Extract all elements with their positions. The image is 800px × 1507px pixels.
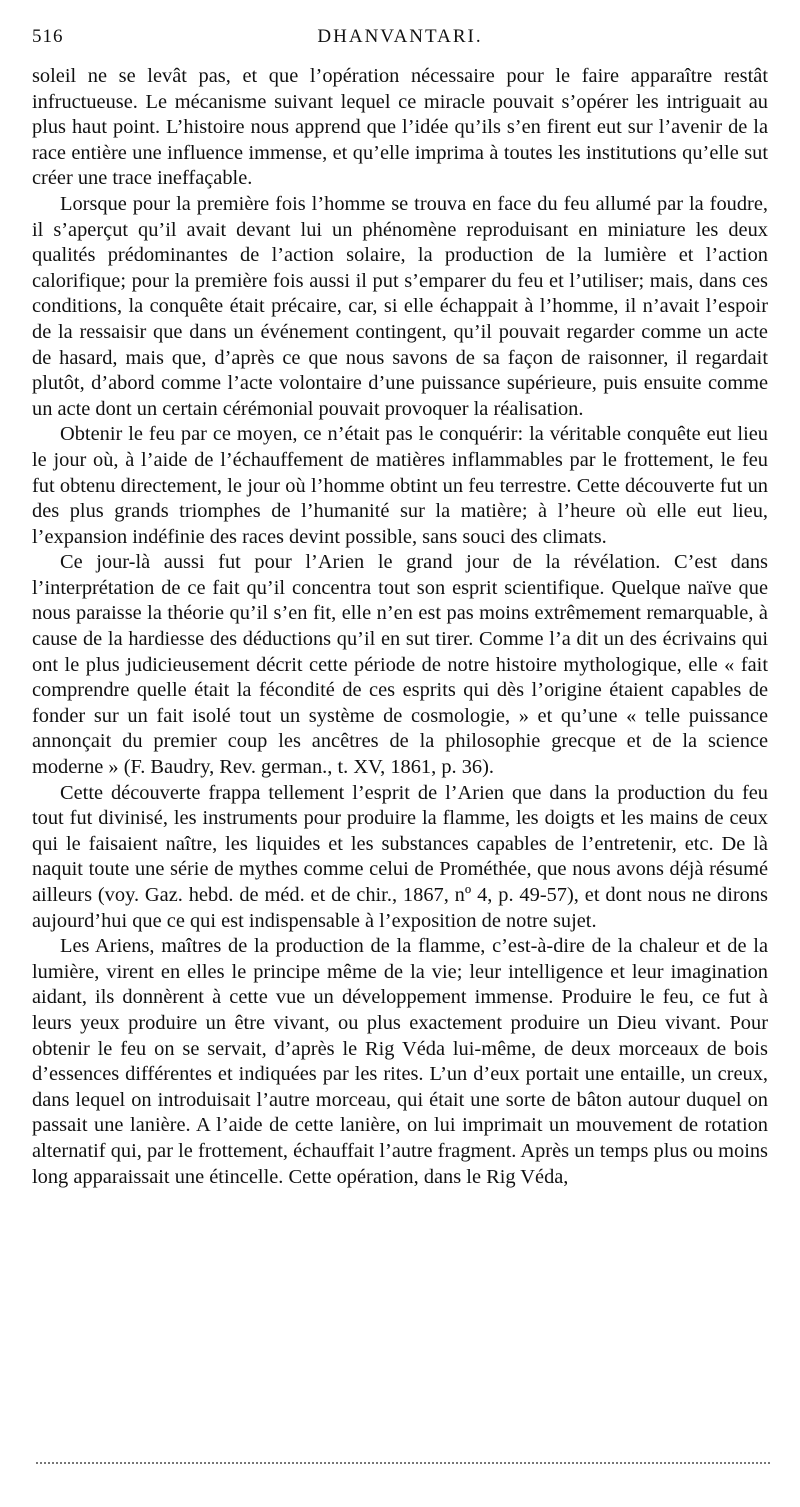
paragraph-6: Les Ariens, maîtres de la production de la flamme, c’est-à-dire de la chaleur et de la lumière, virent en elles le principe même de la vie; leur intelligence et leur imagination aidant, ils donnèrent à cette vue un développement immense. Produire le feu, ce fut à leurs yeux produire un être vivant, ou plus exactement produire un Dieu vivant. Pour obtenir le feu on se servait, d’après le Rig Véda lui-même, de deux morceaux de bois d’essences différentes et indiquées par les rites. L’un d’eux portait une entaille, un creux, dans lequel on introduisait l’autre morceau, qui était une sorte de bâton autour duquel on passait une lanière. A l’aide de cette lanière, on lui imprimait un mouvement de rotation alternatif qui, par le frottement, échauffait l’autre fragment. Après un temps plus ou moins long apparaissait une étincelle. Cette opération, dans le Rig Véda, bbox=[32, 935, 768, 1188]
page-number: 516 bbox=[32, 26, 64, 47]
body-text bbox=[32, 64, 768, 1190]
footer-dotted-rule bbox=[36, 1462, 770, 1464]
paragraph-3: Obtenir le feu par ce moyen, ce n’était pas le conquérir: la véritable conquête eut lieu le jour où, à l’aide de l’échauffement de matières inflammables par le frottement, le feu fut obtenu directement, le jour où l’homme obtint un feu terrestre. Cette découverte fut un des plus grands triomphes de l’humanité sur la matière; à l’heure où elle eut lieu, l’expansion indéfinie des races devint possible, sans souci des climats. bbox=[32, 423, 768, 548]
page-header bbox=[32, 26, 768, 54]
paragraph-5: Cette découverte frappa tellement l’esprit de l’Arien que dans la production du feu tout fut divinisé, les instruments pour produire la flamme, les doigts et les mains de ceux qui le faisaient naître, les liquides et les substances capables de l’entretenir, etc. De là naquit toute une série de mythes comme celui de Prométhée, que nous avons déjà résumé ailleurs (voy. Gaz. hebd. de méd. et de chir., 1867, nº 4, p. 49-57), et dont nous ne dirons aujourd’hui que ce qui est indispensable à l’exposition de notre sujet. bbox=[32, 781, 768, 932]
paragraph-1: soleil ne se levât pas, et que l’opération nécessaire pour le faire apparaître restât infructueuse. Le mécanisme suivant lequel ce miracle pouvait s’opérer les intriguait au plus haut point. L’histoire nous apprend que l’idée qu’ils s’en firent eut sur l’avenir de la race entière une influence immense, et qu’elle imprima à toutes les institutions qu’elle sut créer une trace ineffaçable. bbox=[32, 65, 768, 190]
paragraph-2: Lorsque pour la première fois l’homme se trouva en face du feu allumé par la foudre, il s’aperçut qu’il avait devant lui un phénomène reproduisant en miniature les deux qualités prédominantes de l’action solaire, la production de la lumière et l’action calorifique; pour la première fois aussi il put s’emparer du feu et l’utiliser; mais, dans ces conditions, la conquête était précaire, car, si elle échappait à l’homme, il n’avait l’espoir de la ressaisir que dans un événement contingent, qu’il pouvait regarder comme un acte de hasard, mais que, d’après ce que nous savons de sa façon de raisonner, il regardait plutôt, d’abord comme l’acte volontaire d’une puissance supérieure, puis ensuite comme un acte dont un certain cérémonial pouvait provoquer la réalisation. bbox=[32, 192, 768, 420]
paragraph-4: Ce jour-là aussi fut pour l’Arien le grand jour de la révélation. C’est dans l’interprétation de ce fait qu’il concentra tout son esprit scientifique. Quelque naïve que nous paraisse la théorie qu’il s’en fit, elle n’en est pas moins extrêmement remarquable, à cause de la hardiesse des déductions qu’il en sut tirer. Comme l’a dit un des écrivains qui ont le plus judicieusement décrit cette période de notre histoire mythologique, elle « fait comprendre quelle était la fécondité de ces esprits qui dès l’origine étaient capables de fonder sur un fait isolé tout un système de cosmologie, » et qu’une « telle puissance annonçait du premier coup les ancêtres de la philosophie grecque et de la science moderne » (F. Baudry, Rev. german., t. XV, 1861, p. 36). bbox=[32, 551, 768, 779]
running-title: DHANVANTARI. bbox=[317, 26, 483, 47]
page bbox=[32, 26, 768, 1190]
